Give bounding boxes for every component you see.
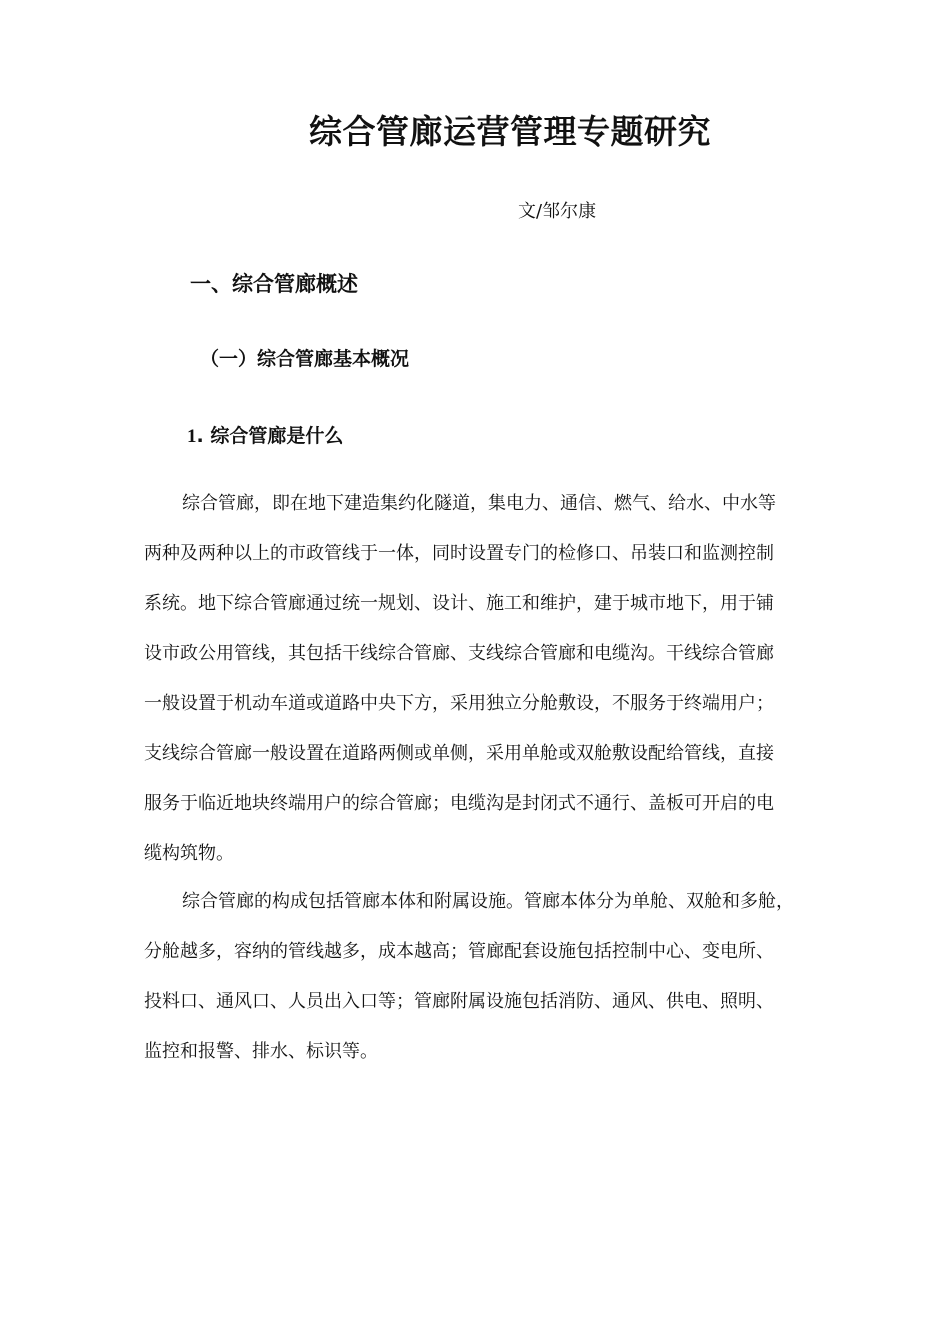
- paragraph-line: 综合管廊的构成包括管廊本体和附属设施。管廊本体分为单舱、双舱和多舱，: [182, 891, 794, 912]
- paragraph-line: 设市政公用管线，其包括干线综合管廊、支线综合管廊和电缆沟。干线综合管廊: [144, 643, 774, 664]
- document-title: 综合管廊运营管理专题研究: [309, 112, 711, 151]
- subsubsection-number: 1: [187, 426, 197, 447]
- paragraph-line: 两种及两种以上的市政管线于一体，同时设置专门的检修口、吊装口和监测控制: [144, 543, 774, 564]
- paragraph-line: 分舱越多，容纳的管线越多，成本越高；管廊配套设施包括控制中心、变电所、: [144, 941, 774, 962]
- paragraph-1: [144, 479, 824, 879]
- paragraph-line: 服务于临近地块终端用户的综合管廊；电缆沟是封闭式不通行、盖板可开启的电: [144, 793, 774, 814]
- paragraph-line: 缆构筑物。: [144, 843, 234, 864]
- paragraph-line: 综合管廊，即在地下建造集约化隧道，集电力、通信、燃气、给水、中水等: [182, 493, 776, 514]
- subsubsection-title: . 综合管廊是什么: [196, 425, 344, 447]
- paragraph-line: 系统。地下综合管廊通过统一规划、设计、施工和维护，建于城市地下，用于铺: [144, 593, 774, 614]
- paragraph-line: 支线综合管廊一般设置在道路两侧或单侧，采用单舱或双舱敷设配给管线，直接: [144, 743, 774, 764]
- paragraph-2: [144, 877, 824, 1077]
- paragraph-line: 投料口、通风口、人员出入口等；管廊附属设施包括消防、通风、供电、照明、: [144, 991, 774, 1012]
- subsection-heading: （一）综合管廊基本概况: [200, 348, 410, 370]
- author-byline: 文/邹尔康: [518, 201, 597, 222]
- section-heading: 一、综合管廊概述: [190, 272, 358, 296]
- subsubsection-heading: [187, 421, 343, 452]
- paragraph-line: 一般设置于机动车道或道路中央下方，采用独立分舱敷设，不服务于终端用户；: [144, 693, 774, 714]
- paragraph-line: 监控和报警、排水、标识等。: [144, 1041, 378, 1062]
